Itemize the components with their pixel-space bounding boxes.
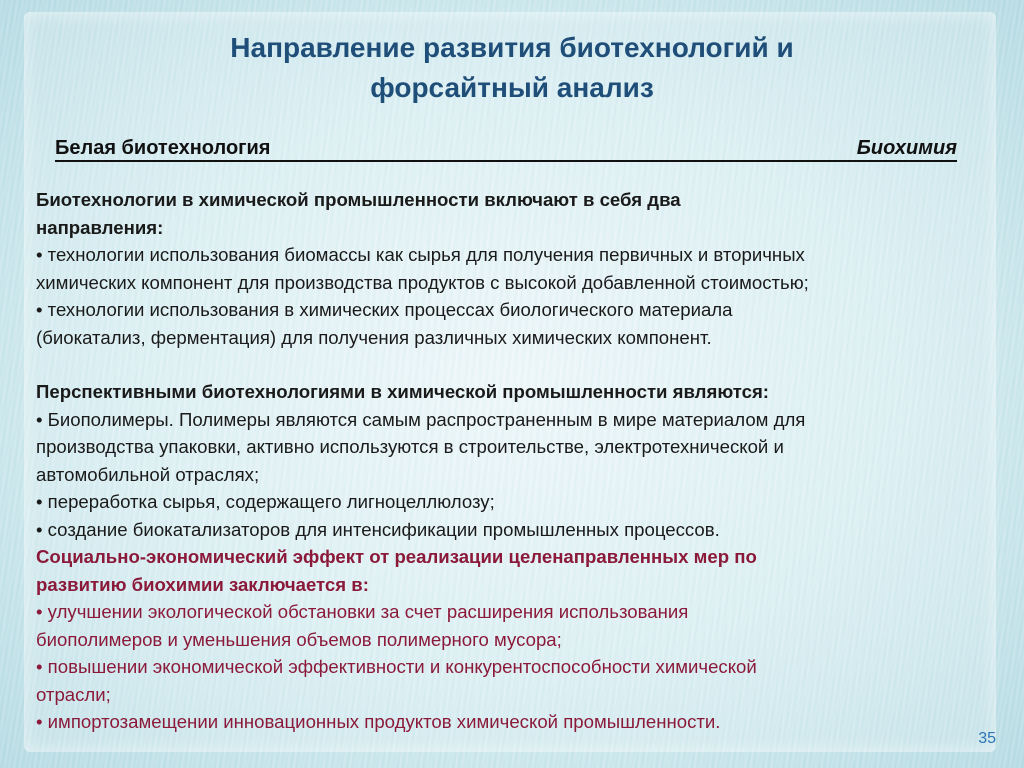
section3-bullet2-line-1: • повышении экономической эффективности и конкурентоспособности химической [36, 656, 757, 677]
subheader-right: Биохимия [856, 137, 957, 159]
section1-bullet1-line-1: • технологии использования биомассы как сырья для получения первичных и вторичных [36, 244, 805, 265]
section2-bullet1-line-2: производства упаковки, активно используются в строительстве, электротехнической и [36, 436, 784, 457]
slide-content [36, 186, 996, 736]
section3-bullet1-line-1: • улучшении экологической обстановки за счет расширения использования [36, 601, 689, 622]
section1-bullet2-line-1: • технологии использования в химических процессах биологического материала [36, 299, 733, 320]
slide-title-line-2: форсайтный анализ [370, 72, 654, 103]
section3-heading-line-1: Социально-экономический эффект от реализации целенаправленных мер по [36, 546, 757, 567]
section2-bullet1-line-1: • Биополимеры. Полимеры являются самым распространенным в мире материалом для [36, 408, 806, 430]
section2-heading: Перспективными биотехнологиями в химической промышленности являются: [36, 381, 769, 402]
section2-bullet2: • переработка сырья, содержащего лигноцеллюлозу; [36, 491, 495, 512]
section3-bullet3: • импортозамещении инновационных продуктов химической промышленности. [36, 711, 721, 732]
slide-title-line-1: Направление развития биотехнологий и [230, 32, 794, 63]
subheader-left: Белая биотехнология [55, 137, 271, 159]
section2-bullet3: • создание биокатализаторов для интенсификации промышленных процессов. [36, 518, 720, 540]
section1-bullet1-line-2: химических компонент для производства продуктов с высокой добавленной стоимостью; [36, 271, 809, 293]
section3-heading-line-2: развитию биохимии заключается в: [36, 573, 369, 595]
section1-intro-line-2: направления: [36, 216, 164, 238]
page-number: 35 [978, 730, 996, 747]
section1-bullet2-line-2: (биокатализ, ферментация) для получения различных химических компонент. [36, 326, 712, 348]
section3-bullet1-line-2: биополимеров и уменьшения объемов полимерного мусора; [36, 628, 562, 650]
section1-intro-line-1: Биотехнологии в химической промышленности включают в себя два [36, 189, 681, 210]
section3-bullet2-line-2: отрасли; [36, 683, 111, 705]
paragraph-gap [36, 351, 996, 378]
section2-bullet1-line-3: автомобильной отраслях; [36, 463, 260, 485]
slide-title [100, 28, 924, 108]
subheader [55, 136, 957, 162]
